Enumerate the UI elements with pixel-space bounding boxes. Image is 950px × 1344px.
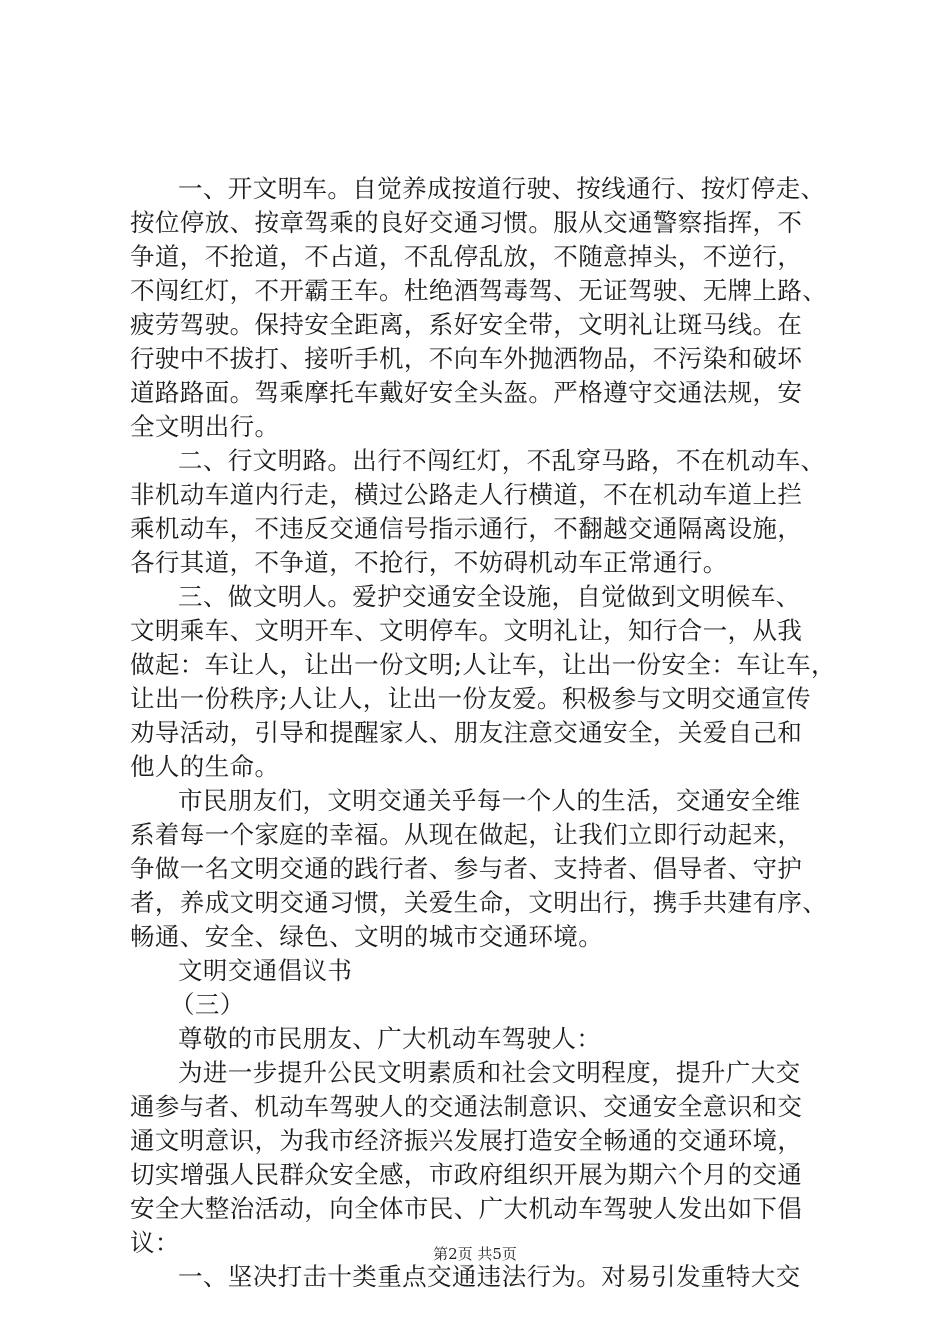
- text-line: 道路路面。驾乘摩托车戴好安全头盔。严格遵守交通法规，安: [130, 378, 803, 407]
- text-line: 非机动车道内行走，横过公路走人行横道，不在机动车道上拦: [130, 480, 803, 509]
- page-footer: 第2页 共5页: [433, 1245, 517, 1263]
- text-line: 一、开文明车。自觉养成按道行驶、按线通行、按灯停走、: [178, 174, 826, 203]
- text-line: 他人的生命。: [130, 752, 280, 781]
- text-line: 让出一份秩序;人让人，让出一份友爱。积极参与文明交通宣传: [130, 684, 811, 713]
- text-line: （三）: [170, 990, 245, 1019]
- text-line: 三、做文明人。爱护交通安全设施，自觉做到文明候车、: [178, 582, 801, 611]
- text-line: 议：: [130, 1228, 180, 1257]
- text-line: 文明交通倡议书: [178, 956, 353, 985]
- text-line: 尊敬的市民朋友、广大机动车驾驶人：: [178, 1024, 602, 1053]
- text-line: 文明乘车、文明开车、文明停车。文明礼让，知行合一，从我: [130, 616, 803, 645]
- text-line: 行驶中不拔打、接听手机，不向车外抛洒物品，不污染和破坏: [130, 344, 803, 373]
- text-line: 为进一步提升公民文明素质和社会文明程度，提升广大交: [178, 1058, 801, 1087]
- text-line: 切实增强人民群众安全感，市政府组织开展为期六个月的交通: [130, 1160, 803, 1189]
- text-line: 乘机动车，不违反交通信号指示通行，不翻越交通隔离设施，: [130, 514, 803, 543]
- text-line: 做起：车让人，让出一份文明;人让车，让出一份安全：车让车，: [130, 650, 836, 679]
- text-line: 各行其道，不争道，不抢行，不妨碍机动车正常通行。: [130, 548, 728, 577]
- text-line: 全文明出行。: [130, 412, 280, 441]
- text-line: 系着每一个家庭的幸福。从现在做起，让我们立即行动起来，: [130, 820, 803, 849]
- text-line: 疲劳驾驶。保持安全距离，系好安全带，文明礼让斑马线。在: [130, 310, 803, 339]
- text-line: 通文明意识，为我市经济振兴发展打造安全畅通的交通环境，: [130, 1126, 803, 1155]
- text-line: 劝导活动，引导和提醒家人、朋友注意交通安全，关爱自己和: [130, 718, 803, 747]
- text-line: 安全大整治活动，向全体市民、广大机动车驾驶人发出如下倡: [130, 1194, 803, 1223]
- document-body: [130, 172, 836, 1294]
- text-line: 争道，不抢道，不占道，不乱停乱放，不随意掉头，不逆行，: [130, 242, 803, 271]
- text-line: 二、行文明路。出行不闯红灯，不乱穿马路，不在机动车、: [178, 446, 826, 475]
- text-line: 一、坚决打击十类重点交通违法行为。对易引发重特大交: [178, 1262, 801, 1291]
- text-line: 畅通、安全、绿色、文明的城市交通环境。: [130, 922, 604, 951]
- text-line: 不闯红灯，不开霸王车。杜绝酒驾毒驾、无证驾驶、无牌上路、: [130, 276, 828, 305]
- text-line: 市民朋友们，文明交通关乎每一个人的生活，交通安全维: [178, 786, 801, 815]
- text-line: 通参与者、机动车驾驶人的交通法制意识、交通安全意识和交: [130, 1092, 803, 1121]
- text-line: 争做一名文明交通的践行者、参与者、支持者、倡导者、守护: [130, 854, 803, 883]
- text-line: 者，养成文明交通习惯，关爱生命，文明出行，携手共建有序、: [130, 888, 828, 917]
- text-line: 按位停放、按章驾乘的良好交通习惯。服从交通警察指挥，不: [130, 208, 803, 237]
